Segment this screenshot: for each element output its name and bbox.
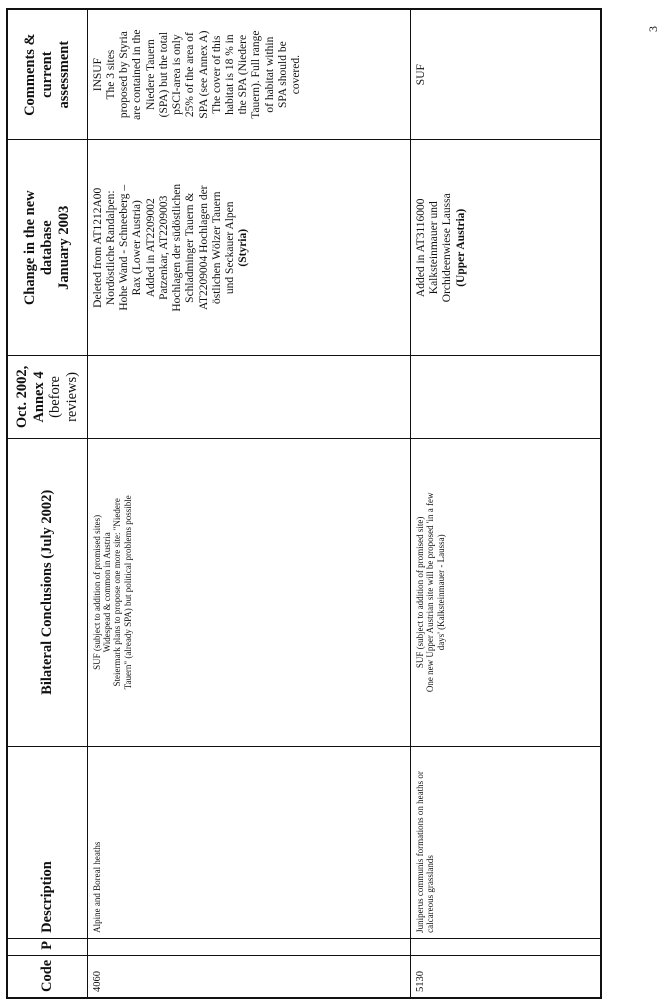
change-line: Patzenkar, AT2209003	[157, 195, 170, 300]
comments-line: pSCI-area is only	[171, 34, 184, 115]
bilateral-line: days' (Kalksteinmauer - Laussa)	[435, 534, 446, 651]
header-comments-line: current	[39, 51, 56, 98]
change-line: Hochlagen der südöstlichen	[171, 183, 184, 312]
comments-line: 25% of the area of	[184, 32, 197, 118]
row-bilateral	[410, 438, 601, 746]
header-comments	[7, 9, 87, 140]
row-code: 4060	[87, 955, 410, 998]
table-row	[87, 9, 410, 998]
rotated-table-container	[6, 8, 602, 999]
comments-line: The cover of this	[210, 35, 223, 114]
row-code: 5130	[410, 955, 601, 998]
row-change	[87, 140, 410, 356]
header-change-line: January 2003	[55, 205, 72, 290]
habitat-assessment-table	[6, 8, 602, 999]
header-p: P	[7, 938, 87, 955]
change-line: Hohe Wand - Schneeberg –	[118, 184, 131, 311]
comments-line: (SPA) but the total	[157, 31, 170, 118]
header-oct-line: reviews)	[64, 372, 81, 422]
bilateral-line: Widespead & common in Austria	[102, 532, 113, 653]
header-oct-line: Annex 4	[30, 371, 47, 423]
change-line: Kalksteinmauer und	[428, 201, 441, 295]
comments-line: the SPA (Niedere	[237, 34, 250, 115]
comments-line: Tauern). Full range	[250, 30, 263, 119]
row-p	[410, 938, 601, 955]
comments-line: proposed by Styria	[118, 31, 131, 119]
row-bilateral	[87, 438, 410, 746]
header-change-line: Change in the new	[22, 190, 39, 306]
header-code: Code	[7, 955, 87, 998]
header-oct	[7, 356, 87, 438]
row-comments	[87, 9, 410, 140]
change-line: Rax (Lower Austria)	[131, 200, 144, 296]
comments-line: The 3 sites	[104, 49, 117, 100]
comments-line: SPA should be	[276, 41, 289, 108]
table-row	[410, 9, 601, 998]
bilateral-line: One new Upper Austrian site will be proposed 'in a few	[425, 492, 436, 693]
comments-line: SPA (see Annex A)	[197, 30, 210, 119]
change-line: östlichen Wölzer Tauern	[210, 191, 223, 304]
header-oct-line: Oct. 2002,	[14, 365, 31, 429]
row-change	[410, 140, 601, 356]
bilateral-line: Steiermark plans to propose one more site: "Niedere	[112, 498, 123, 687]
change-line: und Seckauer Alpen	[223, 201, 236, 295]
change-line: Nordöstliche Randalpen:	[104, 190, 117, 306]
comments-line: SUF	[414, 64, 427, 86]
change-line: Added in AT3116000	[414, 198, 427, 298]
change-line: AT2209004 Hochlagen der	[197, 185, 210, 311]
change-line: Added in AT2209002	[144, 198, 157, 298]
bilateral-line: SUF (subject to addition of promised site)	[414, 516, 425, 669]
row-description: Alpine and Boreal heaths	[87, 747, 410, 939]
row-oct	[410, 356, 601, 438]
header-comments-line: Comments &	[22, 33, 39, 116]
change-line: (Upper Austria)	[454, 208, 467, 287]
header-row	[7, 9, 87, 998]
comments-line: of habitat within	[263, 36, 276, 113]
comments-line: are contained in the	[131, 29, 144, 120]
header-description: Description	[7, 747, 87, 939]
comments-line: habitat is 18 % in	[223, 34, 236, 115]
bilateral-line: Tauern" (already SPA) but political problems possible	[122, 495, 133, 690]
row-oct	[87, 356, 410, 438]
change-line: Schladminger Tauern &	[184, 192, 197, 303]
header-oct-line: (before	[47, 376, 64, 418]
change-line: Orchideenwiese Laussa	[441, 193, 454, 303]
row-p	[87, 938, 410, 955]
comments-line: INSUF	[91, 58, 104, 92]
comments-line: covered.	[290, 55, 303, 95]
row-comments	[410, 9, 601, 140]
bilateral-line: SUF (subject to addition of promised sites)	[91, 514, 102, 670]
row-description: Juniperus communis formations on heaths or calcareous grasslands	[410, 747, 601, 939]
header-change	[7, 140, 87, 356]
change-line: (Styria)	[237, 228, 250, 267]
header-bilateral: Bilateral Conclusions (July 2002)	[7, 438, 87, 746]
comments-line: Niedere Tauern	[144, 39, 157, 111]
change-line: Deleted from AT1212A00	[91, 187, 104, 308]
header-comments-line: assessment	[55, 40, 72, 109]
header-change-line: database	[39, 220, 56, 276]
